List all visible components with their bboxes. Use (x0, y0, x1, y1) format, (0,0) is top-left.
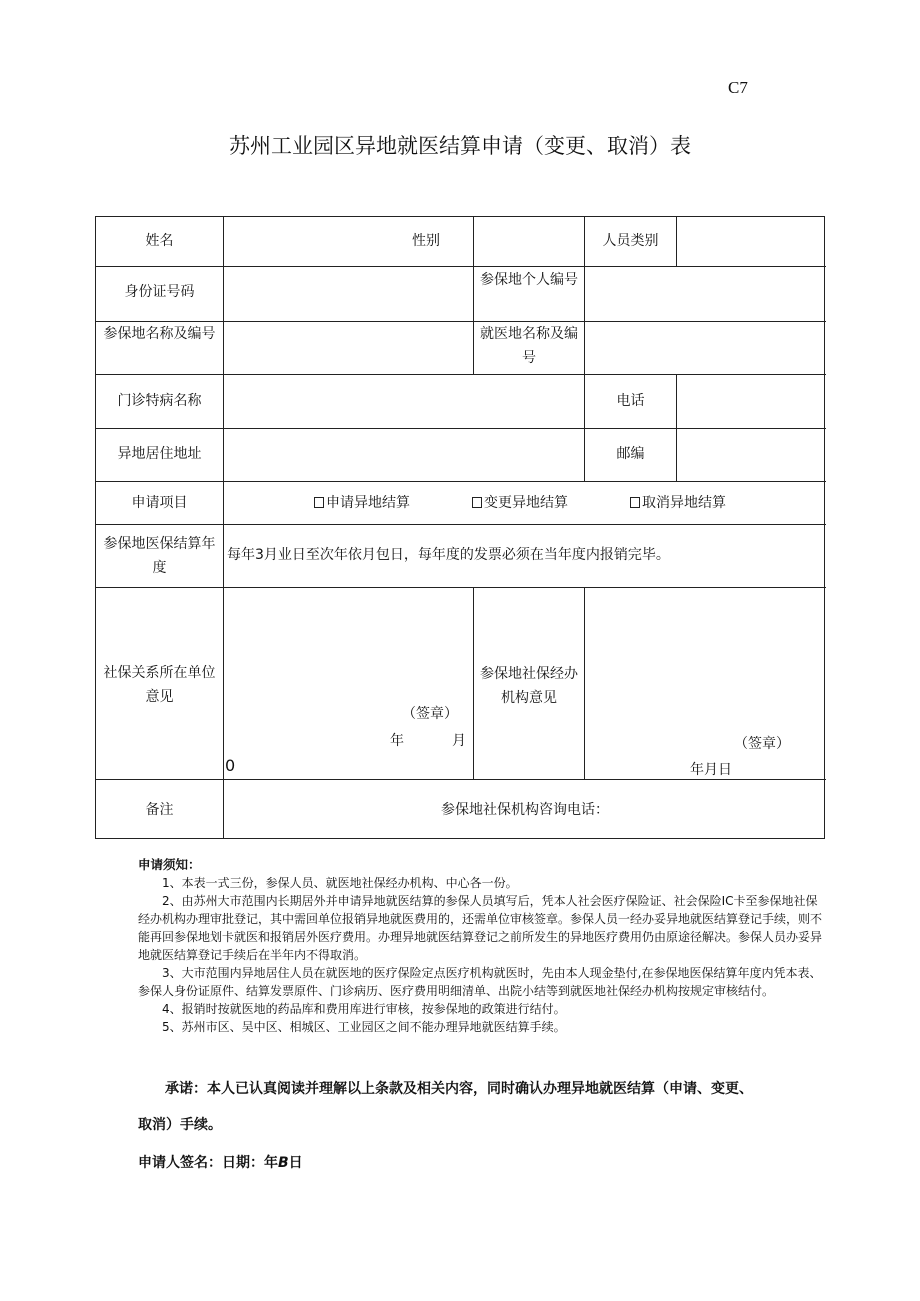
gender-field[interactable] (474, 217, 584, 266)
option-change-label: 变更异地结算 (484, 495, 568, 511)
signature-label: 申请人签名：日期：年 (138, 1155, 278, 1171)
row-divider (96, 481, 826, 482)
insured-place-label: 参保地名称及编号 (103, 326, 216, 342)
promise-line-1: 承诺：本人已认真阅读并理解以上条款及相关内容，同时确认办理异地就医结算（申请、变更、 (165, 1081, 753, 1097)
signature-month: B (278, 1155, 289, 1171)
name-field[interactable] (224, 217, 404, 266)
person-type-label: 人员类别 (602, 233, 659, 249)
note-item: 4、报销时按就医地的药品库和费用库进行审核，按参保地的政策进行结付。 (162, 1002, 566, 1016)
insured-personal-no-field[interactable] (585, 267, 826, 321)
agency-opinion-label: 参保地社保经办 (480, 666, 578, 682)
application-form-table (95, 216, 825, 839)
medical-place-field[interactable] (585, 322, 826, 374)
agency-date: 年月日 (690, 762, 732, 778)
insured-place-field[interactable] (224, 322, 473, 374)
id-number-field[interactable] (224, 267, 473, 321)
option-apply-label: 申请异地结算 (326, 495, 410, 511)
person-type-field[interactable] (677, 217, 826, 266)
unit-zero: 0 (225, 756, 236, 775)
settle-year-label: 参保地医保结算年 (103, 536, 216, 552)
medical-place-label-cont: 号 (522, 350, 536, 366)
option-cancel-label: 取消异地结算 (642, 495, 726, 511)
promise-line-2: 取消）手续。 (138, 1117, 222, 1133)
settle-year-text: 每年3月业日至次年依月包日，每年度的发票必须在当年度内报销完毕。 (227, 547, 670, 563)
clinic-disease-field[interactable] (224, 375, 584, 428)
checkbox-cancel[interactable] (630, 497, 640, 508)
option-cancel[interactable] (630, 492, 726, 515)
option-change[interactable] (472, 492, 568, 515)
notes-heading: 申请须知： (138, 857, 201, 872)
clinic-disease-label: 门诊特病名称 (117, 393, 202, 409)
application-notes (138, 856, 828, 1036)
id-number-label: 身份证号码 (124, 284, 195, 300)
remote-address-field[interactable] (224, 429, 584, 481)
row-divider (96, 524, 826, 525)
unit-seal: （签章） (402, 706, 458, 722)
unit-year: 年 (390, 733, 404, 749)
insured-personal-no-label: 参保地个人编号 (480, 272, 578, 288)
remark-label: 备注 (145, 802, 174, 818)
note-item: 5、苏州市区、吴中区、相城区、工业园区之间不能办理异地就医结算手续。 (162, 1020, 566, 1034)
checkbox-change[interactable] (472, 497, 482, 508)
unit-opinion-label: 社保关系所在单位 (103, 665, 216, 681)
agency-seal: （签章） (734, 736, 790, 752)
checkbox-apply[interactable] (314, 497, 324, 508)
postcode-label: 邮编 (616, 446, 645, 462)
gender-label: 性别 (412, 233, 440, 249)
signature-day: 日 (288, 1155, 303, 1171)
remote-address-label: 异地居住地址 (117, 446, 202, 462)
note-item: 2、由苏州大市范围内长期居外并申请异地就医结算的参保人员填写后，凭本人社会医疗保险证、社会保险IC卡至参保地社保经办机构办理审批登记，其中需回单位报销异地就医费用的，还需单位审核签章。参保人员一经办妥异地就医结算登记手续，则不能再回参保地划卡就医和报销居外医疗费用。办理异地就医结算登记之前所发生的异地医疗费用仍由原途径解决。参保人员办妥异地就医结算登记手续后在半年内不得取消。 (138, 894, 823, 962)
unit-month: 月 (452, 733, 466, 749)
postcode-field[interactable] (677, 429, 826, 481)
form-code: C7 (728, 78, 748, 97)
apply-item-label: 申请项目 (131, 495, 188, 511)
phone-field[interactable] (677, 375, 826, 428)
applicant-signature-line[interactable] (138, 1152, 838, 1172)
option-apply[interactable] (314, 492, 410, 515)
phone-label: 电话 (616, 393, 645, 409)
page-title: 苏州工业园区异地就医结算申请（变更、取消）表 (229, 134, 691, 158)
unit-opinion-field[interactable] (224, 588, 473, 779)
medical-place-label: 就医地名称及编 (480, 326, 578, 342)
agency-opinion-label-cont: 机构意见 (501, 690, 557, 706)
note-item: 3、大市范围内异地居住人员在就医地的医疗保险定点医疗机构就医时，先由本人现金垫付,在参保地医保结算年度内凭本表、参保人身份证原件、结算发票原件、门诊病历、医疗费用明细清单、出院小结等到就医地社保经办机构按规定审核结付。 (138, 966, 822, 998)
settle-year-label-cont: 度 (152, 560, 167, 576)
remark-text: 参保地社保机构咨询电话： (441, 802, 609, 818)
name-label: 姓名 (145, 233, 174, 249)
note-item: 1、本表一式三份，参保人员、就医地社保经办机构、中心各一份。 (162, 876, 518, 890)
unit-opinion-label-cont: 意见 (145, 689, 174, 705)
